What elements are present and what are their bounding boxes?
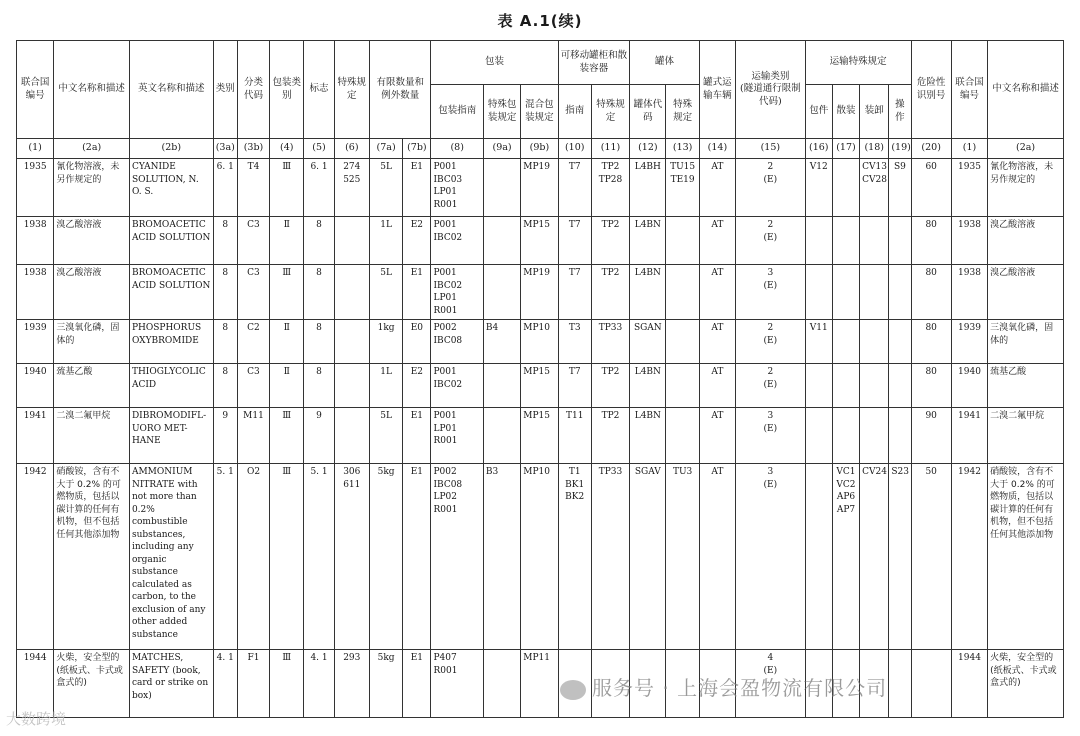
- table-cell: 氰化物溶液，未另作规定的: [54, 159, 130, 217]
- table-cell: 5L: [369, 265, 402, 320]
- table-cell: 巯基乙酸: [54, 364, 130, 408]
- table-cell: 1941: [951, 408, 987, 464]
- table-cell: MP15: [521, 408, 558, 464]
- table-cell: 溴乙酸溶液: [54, 265, 130, 320]
- table-cell: 5L: [369, 408, 402, 464]
- table-cell: 1938: [17, 265, 54, 320]
- table-cell: CYANIDE SOLUTION, N. O. S.: [129, 159, 213, 217]
- col-number: (18): [860, 139, 889, 159]
- table-cell: TP2: [591, 265, 629, 320]
- table-cell: 3 (E): [736, 408, 806, 464]
- col-number: (13): [666, 139, 699, 159]
- table-title: 表 A.1(续): [497, 12, 583, 30]
- table-cell: AT: [699, 159, 735, 217]
- wechat-icon: [560, 680, 586, 700]
- watermark: [560, 672, 887, 701]
- table-cell: AT: [699, 464, 735, 650]
- table-cell: 293: [334, 650, 369, 718]
- table-cell: 硝酸铵，含有不大于 0.2% 的可燃物质，包括以碳计算的任何有机物，但不包括任何其他添加物: [54, 464, 130, 650]
- header-loading: 装卸: [860, 85, 889, 139]
- table-cell: 1935: [951, 159, 987, 217]
- table-cell: Ⅲ: [270, 464, 304, 650]
- table-cell: BROMOACETIC ACID SOLUTION: [129, 217, 213, 265]
- table-cell: [832, 320, 859, 364]
- table-cell: 5kg: [369, 650, 402, 718]
- table-cell: [832, 159, 859, 217]
- table-cell: 火柴，安全型的(纸板式、卡式或盒式的): [54, 650, 130, 718]
- table-cell: Ⅲ: [270, 650, 304, 718]
- table-cell: 5. 1: [213, 464, 237, 650]
- table-cell: V12: [805, 159, 832, 217]
- col-number: (1): [17, 139, 54, 159]
- table-cell: 溴乙酸溶液: [988, 265, 1064, 320]
- header-special-transport: 运输特殊规定: [805, 41, 911, 85]
- table-cell: [805, 217, 832, 265]
- col-number: (5): [304, 139, 334, 159]
- table-row: [17, 217, 1064, 265]
- table-cell: VC1 VC2 AP6 AP7: [832, 464, 859, 650]
- table-cell: 4 (E): [736, 650, 806, 718]
- table-cell: [334, 408, 369, 464]
- table-cell: 60: [911, 159, 951, 217]
- table-cell: E1: [403, 159, 431, 217]
- table-cell: [832, 364, 859, 408]
- table-cell: E2: [403, 364, 431, 408]
- table-cell: TP2: [591, 408, 629, 464]
- table-cell: AT: [699, 217, 735, 265]
- table-cell: 二溴二氟甲烷: [988, 408, 1064, 464]
- table-cell: AT: [699, 265, 735, 320]
- table-cell: THIOGLYCOLIC ACID: [129, 364, 213, 408]
- table-cell: 8: [213, 364, 237, 408]
- header-special-prov: 特殊规定: [591, 85, 629, 139]
- header-un-no: 联合国编号: [17, 41, 54, 139]
- header-tank-code: 罐体代码: [630, 85, 666, 139]
- header-en-name: 英文名称和描述: [129, 41, 213, 139]
- header-transport-cat-label: 运输类别: [751, 70, 790, 82]
- table-cell: Ⅱ: [270, 364, 304, 408]
- header-pack-instr: 包装指南: [431, 85, 483, 139]
- col-number: (20): [911, 139, 951, 159]
- table-cell: Ⅲ: [270, 408, 304, 464]
- table-cell: T7: [558, 159, 591, 217]
- table-cell: [889, 650, 911, 718]
- table-cell: 三溴氧化磷，固体的: [54, 320, 130, 364]
- table-cell: E1: [403, 650, 431, 718]
- table-body: [17, 159, 1064, 718]
- table-cell: 5. 1: [304, 464, 334, 650]
- table-cell: MATCHES, SAFETY (book, card or strike on box): [129, 650, 213, 718]
- table-row: [17, 320, 1064, 364]
- col-number: (6): [334, 139, 369, 159]
- table-cell: 溴乙酸溶液: [988, 217, 1064, 265]
- table-cell: 6. 1: [213, 159, 237, 217]
- table-cell: 1941: [17, 408, 54, 464]
- header-mixed-pack: 混合包装规定: [521, 85, 558, 139]
- table-cell: [860, 408, 889, 464]
- header-class: 类别: [213, 41, 237, 139]
- table-cell: [483, 217, 520, 265]
- table-cell: AT: [699, 320, 735, 364]
- dangerous-goods-table: [16, 40, 1064, 718]
- header-bulk: 散装: [832, 85, 859, 139]
- col-number: (3b): [237, 139, 269, 159]
- header-zh-name: 中文名称和描述: [54, 41, 130, 139]
- table-cell: [860, 217, 889, 265]
- table-cell: 274 525: [334, 159, 369, 217]
- table-cell: MP19: [521, 265, 558, 320]
- table-cell: E1: [403, 408, 431, 464]
- table-cell: 80: [911, 265, 951, 320]
- table-cell: L4BN: [630, 265, 666, 320]
- header-un-no-right: 联合国编号: [951, 41, 987, 139]
- table-cell: [334, 217, 369, 265]
- table-cell: [889, 265, 911, 320]
- table-cell: [860, 364, 889, 408]
- table-cell: 4. 1: [213, 650, 237, 718]
- table-cell: [889, 364, 911, 408]
- col-number: (9b): [521, 139, 558, 159]
- table-cell: 80: [911, 364, 951, 408]
- col-number: (19): [889, 139, 911, 159]
- table-cell: M11: [237, 408, 269, 464]
- table-cell: C2: [237, 320, 269, 364]
- table-cell: SGAV: [630, 464, 666, 650]
- table-cell: [334, 265, 369, 320]
- table-cell: E2: [403, 217, 431, 265]
- table-cell: [483, 408, 520, 464]
- table-cell: E1: [403, 464, 431, 650]
- table-cell: [666, 265, 699, 320]
- table-cell: Ⅱ: [270, 217, 304, 265]
- header-special: 特殊规定: [334, 41, 369, 139]
- table-cell: [832, 408, 859, 464]
- header-portable: 可移动罐柜和散装容器: [558, 41, 630, 85]
- table-cell: TP2: [591, 364, 629, 408]
- header-tank: 罐体: [630, 41, 700, 85]
- table-cell: C3: [237, 364, 269, 408]
- header-transport-cat: [736, 41, 806, 139]
- table-row: [17, 265, 1064, 320]
- header-packaging: 包装: [431, 41, 558, 85]
- table-cell: 8: [213, 265, 237, 320]
- header-class-code: 分类代码: [237, 41, 269, 139]
- table-cell: 巯基乙酸: [988, 364, 1064, 408]
- table-cell: AT: [699, 408, 735, 464]
- table-cell: 2 (E): [736, 217, 806, 265]
- table-cell: T11: [558, 408, 591, 464]
- table-cell: 9: [213, 408, 237, 464]
- col-number: (2a): [988, 139, 1064, 159]
- table-row: [17, 364, 1064, 408]
- table-cell: MP15: [521, 364, 558, 408]
- table-cell: P001 IBC03 LP01 R001: [431, 159, 483, 217]
- table-cell: PHOSPHORUS OXYBROMIDE: [129, 320, 213, 364]
- table-cell: 5L: [369, 159, 402, 217]
- table-cell: L4BN: [630, 364, 666, 408]
- header-zh-name-right: 中文名称和描述: [988, 41, 1064, 139]
- table-cell: 三溴氧化磷，固体的: [988, 320, 1064, 364]
- table-cell: T3: [558, 320, 591, 364]
- table-cell: MP10: [521, 464, 558, 650]
- table-cell: [483, 650, 520, 718]
- table-cell: 1944: [951, 650, 987, 718]
- table-cell: DIBROMODIFL-UORO MET-HANE: [129, 408, 213, 464]
- table-cell: 8: [213, 320, 237, 364]
- table-cell: [483, 364, 520, 408]
- table-cell: 1940: [951, 364, 987, 408]
- table-cell: 2 (E): [736, 159, 806, 217]
- table-cell: [666, 364, 699, 408]
- logo: [6, 708, 66, 729]
- table-cell: SGAN: [630, 320, 666, 364]
- col-number: (15): [736, 139, 806, 159]
- table-cell: 1938: [951, 217, 987, 265]
- table-cell: 1kg: [369, 320, 402, 364]
- header-limited: 有限数量和例外数量: [369, 41, 431, 139]
- table-cell: TP2 TP28: [591, 159, 629, 217]
- table-cell: V11: [805, 320, 832, 364]
- table-cell: [832, 217, 859, 265]
- col-number: (9a): [483, 139, 520, 159]
- table-cell: 火柴，安全型的(纸板式、卡式或盒式的): [988, 650, 1064, 718]
- table-cell: 80: [911, 320, 951, 364]
- table-cell: 1938: [17, 217, 54, 265]
- table-cell: 50: [911, 464, 951, 650]
- header-labels: 标志: [304, 41, 334, 139]
- table-cell: P002 IBC08 LP02 R001: [431, 464, 483, 650]
- col-number: (10): [558, 139, 591, 159]
- table-row: [17, 464, 1064, 650]
- header-special-pack: 特殊包装规定: [483, 85, 520, 139]
- table-cell: 3 (E): [736, 464, 806, 650]
- table-cell: 溴乙酸溶液: [54, 217, 130, 265]
- table-cell: [666, 408, 699, 464]
- table-cell: [911, 650, 951, 718]
- table-row: [17, 650, 1064, 718]
- table-cell: 2 (E): [736, 320, 806, 364]
- col-number: (2b): [129, 139, 213, 159]
- header-guide: 指南: [558, 85, 591, 139]
- table-cell: P001 LP01 R001: [431, 408, 483, 464]
- table-cell: 1942: [951, 464, 987, 650]
- table-cell: T7: [558, 265, 591, 320]
- table-cell: [334, 364, 369, 408]
- table-cell: T7: [558, 364, 591, 408]
- table-cell: 5kg: [369, 464, 402, 650]
- table-cell: CV24: [860, 464, 889, 650]
- table-cell: Ⅱ: [270, 320, 304, 364]
- table-cell: 6. 1: [304, 159, 334, 217]
- table-cell: [805, 464, 832, 650]
- table-cell: T1 BK1 BK2: [558, 464, 591, 650]
- table-cell: F1: [237, 650, 269, 718]
- table-cell: 4. 1: [304, 650, 334, 718]
- col-number: (2a): [54, 139, 130, 159]
- table-cell: P407 R001: [431, 650, 483, 718]
- header-package: 包件: [805, 85, 832, 139]
- table-cell: O2: [237, 464, 269, 650]
- table-cell: [860, 265, 889, 320]
- table-cell: [860, 320, 889, 364]
- table-cell: TU15 TE19: [666, 159, 699, 217]
- logo-text: 大数跨境: [6, 710, 67, 728]
- col-number: (7b): [403, 139, 431, 159]
- table-cell: TU3: [666, 464, 699, 650]
- header-operation: 操作: [889, 85, 911, 139]
- table-cell: MP10: [521, 320, 558, 364]
- table-cell: E1: [403, 265, 431, 320]
- table-row: [17, 159, 1064, 217]
- table-cell: 1942: [17, 464, 54, 650]
- header-tank-special: 特殊规定: [666, 85, 699, 139]
- table-cell: TP33: [591, 320, 629, 364]
- table-cell: 硝酸铵，含有不大于 0.2% 的可燃物质，包括以碳计算的任何有机物，但不包括任何其他添加物: [988, 464, 1064, 650]
- col-number: (17): [832, 139, 859, 159]
- table-cell: L4BH: [630, 159, 666, 217]
- table-cell: 306 611: [334, 464, 369, 650]
- table-cell: TP2: [591, 217, 629, 265]
- table-cell: 8: [213, 217, 237, 265]
- header-vehicle: 罐式运输车辆: [699, 41, 735, 139]
- table-cell: C3: [237, 217, 269, 265]
- table-cell: AT: [699, 364, 735, 408]
- table-cell: 80: [911, 217, 951, 265]
- table-row: [17, 408, 1064, 464]
- table-cell: 1938: [951, 265, 987, 320]
- table-cell: 1935: [17, 159, 54, 217]
- table-cell: 90: [911, 408, 951, 464]
- table-cell: L4BN: [630, 408, 666, 464]
- col-number: (11): [591, 139, 629, 159]
- table-cell: AMMONIUM NITRATE with not more than 0.2% combustible substances, including any organic substance calculated as carbon, to the exclusion of any other added substance: [129, 464, 213, 650]
- table-cell: CV13 CV28: [860, 159, 889, 217]
- col-number: (12): [630, 139, 666, 159]
- table-cell: S9: [889, 159, 911, 217]
- watermark-text: 服务号 · 上海会盈物流有限公司: [592, 676, 888, 700]
- col-number: (16): [805, 139, 832, 159]
- table-cell: 1939: [17, 320, 54, 364]
- table-cell: [334, 320, 369, 364]
- table-cell: B3: [483, 464, 520, 650]
- table-cell: 二溴二氟甲烷: [54, 408, 130, 464]
- header-hazard-id: 危险性识别号: [911, 41, 951, 139]
- table-cell: [805, 265, 832, 320]
- table-cell: 1L: [369, 364, 402, 408]
- col-number: (4): [270, 139, 304, 159]
- table-cell: MP15: [521, 217, 558, 265]
- table-cell: E0: [403, 320, 431, 364]
- table-cell: Ⅲ: [270, 265, 304, 320]
- table-cell: [889, 408, 911, 464]
- col-number: (14): [699, 139, 735, 159]
- header-tunnel-label: (隧道通行限制代码): [739, 83, 801, 107]
- table-cell: 8: [304, 217, 334, 265]
- table-cell: 8: [304, 265, 334, 320]
- table-cell: T4: [237, 159, 269, 217]
- table-cell: [483, 265, 520, 320]
- col-number: (3a): [213, 139, 237, 159]
- col-number: (8): [431, 139, 483, 159]
- table-cell: [666, 217, 699, 265]
- table-cell: 1939: [951, 320, 987, 364]
- table-cell: BROMOACETIC ACID SOLUTION: [129, 265, 213, 320]
- col-number: (1): [951, 139, 987, 159]
- table-cell: 1L: [369, 217, 402, 265]
- table-cell: 氰化物溶液，未另作规定的: [988, 159, 1064, 217]
- table-cell: [805, 408, 832, 464]
- table-cell: 1940: [17, 364, 54, 408]
- table-cell: B4: [483, 320, 520, 364]
- table-cell: [483, 159, 520, 217]
- table-cell: MP19: [521, 159, 558, 217]
- table-cell: 9: [304, 408, 334, 464]
- table-cell: P001 IBC02: [431, 364, 483, 408]
- table-cell: Ⅲ: [270, 159, 304, 217]
- table-cell: [805, 364, 832, 408]
- col-number: (7a): [369, 139, 402, 159]
- table-cell: 1944: [17, 650, 54, 718]
- table-cell: P001 IBC02: [431, 217, 483, 265]
- table-cell: 2 (E): [736, 364, 806, 408]
- table-cell: P002 IBC08: [431, 320, 483, 364]
- table-cell: TP33: [591, 464, 629, 650]
- table-cell: [889, 320, 911, 364]
- table-cell: C3: [237, 265, 269, 320]
- table-cell: [889, 217, 911, 265]
- table-cell: MP11: [521, 650, 558, 718]
- table-cell: [666, 320, 699, 364]
- table-cell: T7: [558, 217, 591, 265]
- table-cell: 8: [304, 364, 334, 408]
- table-cell: 3 (E): [736, 265, 806, 320]
- table-cell: 8: [304, 320, 334, 364]
- table-cell: [832, 265, 859, 320]
- table-cell: S23: [889, 464, 911, 650]
- header-pack-group: 包装类别: [270, 41, 304, 139]
- table-cell: P001 IBC02 LP01 R001: [431, 265, 483, 320]
- table-cell: L4BN: [630, 217, 666, 265]
